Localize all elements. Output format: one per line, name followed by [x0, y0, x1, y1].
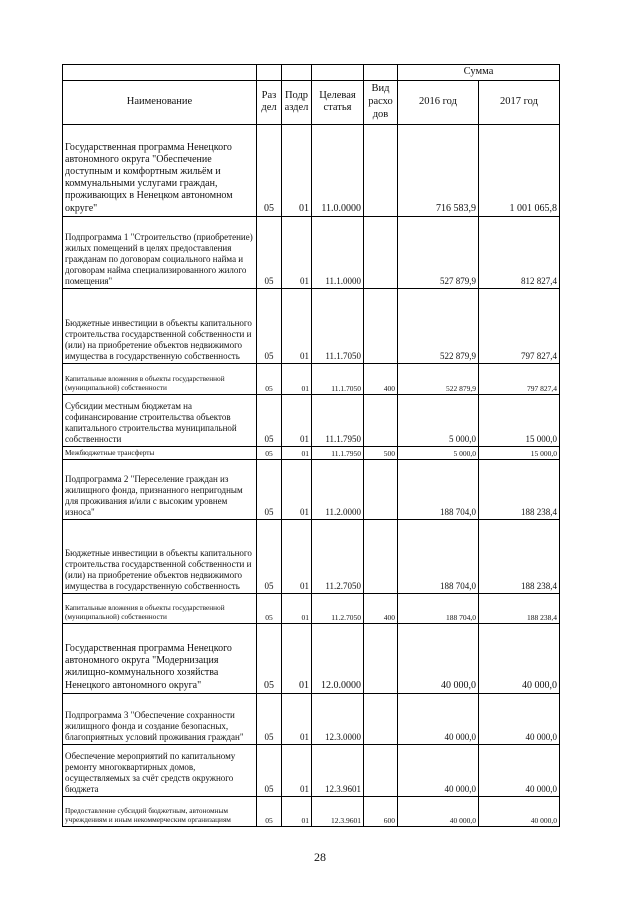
table-row — [63, 796, 560, 826]
row-sum-2016: 716 583,9 — [398, 124, 479, 216]
row-sum-2017: 15 000,0 — [479, 394, 560, 446]
row-sum-2017: 797 827,4 — [479, 363, 560, 394]
row-sum-2017: 188 238,4 — [479, 519, 560, 593]
row-razdel: 05 — [257, 623, 282, 693]
row-razdel: 05 — [257, 124, 282, 216]
row-name: Бюджетные инвестиции в объекты капитального строительства государственной собственности и (или) на приобретение объектов недвижимого имущества в государственную собственность — [63, 288, 257, 363]
row-razdel: 05 — [257, 693, 282, 744]
header-sum: Сумма — [398, 65, 560, 81]
row-name: Государственная программа Ненецкого автономного округа "Обеспечение доступным и комфортным жильём и коммунальными услугами граждан, проживающих в Ненецком автономном округе" — [63, 124, 257, 216]
table-row — [63, 363, 560, 394]
table-body — [63, 124, 560, 826]
row-vid — [364, 623, 398, 693]
row-target: 11.1.7950 — [312, 394, 364, 446]
row-sum-2017: 15 000,0 — [479, 446, 560, 459]
table-row — [63, 216, 560, 288]
table-row — [63, 593, 560, 623]
row-sum-2017: 40 000,0 — [479, 693, 560, 744]
row-sum-2016: 5 000,0 — [398, 446, 479, 459]
row-vid — [364, 124, 398, 216]
row-vid — [364, 519, 398, 593]
row-target: 12.0.0000 — [312, 623, 364, 693]
row-vid — [364, 744, 398, 796]
table-row — [63, 446, 560, 459]
row-target: 11.1.7050 — [312, 363, 364, 394]
header-2017: 2017 год — [479, 80, 560, 124]
row-vid: 600 — [364, 796, 398, 826]
row-sum-2016: 522 879,9 — [398, 288, 479, 363]
row-vid: 400 — [364, 593, 398, 623]
row-razdel: 05 — [257, 394, 282, 446]
row-name: Предоставление субсидий бюджетным, автономным учреждениям и иным некоммерческим организациям — [63, 796, 257, 826]
row-vid — [364, 216, 398, 288]
row-vid — [364, 459, 398, 519]
budget-table — [62, 64, 560, 827]
row-sum-2017: 812 827,4 — [479, 216, 560, 288]
table-row — [63, 623, 560, 693]
row-target: 11.2.7050 — [312, 593, 364, 623]
row-name: Подпрограмма 3 "Обеспечение сохранности жилищного фонда и создание безопасных, благоприятных условий проживания граждан" — [63, 693, 257, 744]
header-2016: 2016 год — [398, 80, 479, 124]
row-razdel: 05 — [257, 363, 282, 394]
row-podrazdel: 01 — [282, 593, 312, 623]
row-podrazdel: 01 — [282, 124, 312, 216]
row-razdel: 05 — [257, 519, 282, 593]
row-podrazdel: 01 — [282, 459, 312, 519]
row-podrazdel: 01 — [282, 744, 312, 796]
row-podrazdel: 01 — [282, 519, 312, 593]
row-sum-2017: 40 000,0 — [479, 744, 560, 796]
row-podrazdel: 01 — [282, 693, 312, 744]
row-vid: 500 — [364, 446, 398, 459]
row-sum-2016: 40 000,0 — [398, 796, 479, 826]
row-razdel: 05 — [257, 216, 282, 288]
row-razdel: 05 — [257, 459, 282, 519]
row-vid — [364, 394, 398, 446]
row-target: 12.3.9601 — [312, 796, 364, 826]
row-razdel: 05 — [257, 446, 282, 459]
row-podrazdel: 01 — [282, 394, 312, 446]
header-name: Наименование — [63, 80, 257, 124]
row-sum-2017: 188 238,4 — [479, 459, 560, 519]
table-row — [63, 519, 560, 593]
row-name: Подпрограмма 2 "Переселение граждан из жилищного фонда, признанного непригодным для проживания и/или с высоким уровнем износа" — [63, 459, 257, 519]
table-row — [63, 459, 560, 519]
table-row — [63, 288, 560, 363]
row-target: 11.2.0000 — [312, 459, 364, 519]
row-sum-2016: 40 000,0 — [398, 744, 479, 796]
row-sum-2017: 1 001 065,8 — [479, 124, 560, 216]
header-podrazdel: Подр аздел — [282, 80, 312, 124]
table-header — [63, 65, 560, 125]
table-row — [63, 693, 560, 744]
row-target: 11.1.0000 — [312, 216, 364, 288]
row-name: Бюджетные инвестиции в объекты капитального строительства государственной собственности и (или) на приобретение объектов недвижимого имущества в государственную собственность — [63, 519, 257, 593]
header-vid: Вид расхо дов — [364, 80, 398, 124]
row-target: 12.3.0000 — [312, 693, 364, 744]
row-sum-2016: 40 000,0 — [398, 623, 479, 693]
page-number: 28 — [314, 850, 326, 864]
row-sum-2016: 188 704,0 — [398, 519, 479, 593]
row-sum-2016: 527 879,9 — [398, 216, 479, 288]
row-name: Межбюджетные трансферты — [63, 446, 257, 459]
row-sum-2016: 5 000,0 — [398, 394, 479, 446]
row-razdel: 05 — [257, 288, 282, 363]
table-row — [63, 394, 560, 446]
row-podrazdel: 01 — [282, 796, 312, 826]
row-name: Субсидии местным бюджетам на софинансирование строительства объектов капитального строительства муниципальной собственности — [63, 394, 257, 446]
header-razdel: Раз дел — [257, 80, 282, 124]
row-razdel: 05 — [257, 593, 282, 623]
table-row — [63, 744, 560, 796]
row-podrazdel: 01 — [282, 288, 312, 363]
row-sum-2017: 797 827,4 — [479, 288, 560, 363]
row-vid: 400 — [364, 363, 398, 394]
row-name: Подпрограмма 1 "Строительство (приобретение) жилых помещений в целях предоставления гражданам по договорам социального найма и договорам найма специализированного жилого помещения" — [63, 216, 257, 288]
row-sum-2016: 188 704,0 — [398, 593, 479, 623]
row-sum-2016: 522 879,9 — [398, 363, 479, 394]
row-target: 11.1.7950 — [312, 446, 364, 459]
table-row — [63, 124, 560, 216]
row-sum-2016: 188 704,0 — [398, 459, 479, 519]
row-target: 12.3.9601 — [312, 744, 364, 796]
row-razdel: 05 — [257, 796, 282, 826]
row-name: Государственная программа Ненецкого автономного округа "Модернизация жилищно-коммунального хозяйства Ненецкого автономного округа" — [63, 623, 257, 693]
row-name: Капитальные вложения в объекты государственной (муниципальной) собственности — [63, 593, 257, 623]
row-vid — [364, 693, 398, 744]
row-sum-2017: 40 000,0 — [479, 796, 560, 826]
row-razdel: 05 — [257, 744, 282, 796]
header-target: Целевая статья — [312, 80, 364, 124]
row-name: Обеспечение мероприятий по капитальному ремонту многоквартирных домов, осуществляемых за счёт средств окружного бюджета — [63, 744, 257, 796]
row-podrazdel: 01 — [282, 363, 312, 394]
row-sum-2017: 188 238,4 — [479, 593, 560, 623]
row-name: Капитальные вложения в объекты государственной (муниципальной) собственности — [63, 363, 257, 394]
row-target: 11.2.7050 — [312, 519, 364, 593]
row-vid — [364, 288, 398, 363]
row-target: 11.0.0000 — [312, 124, 364, 216]
row-sum-2016: 40 000,0 — [398, 693, 479, 744]
row-target: 11.1.7050 — [312, 288, 364, 363]
row-podrazdel: 01 — [282, 446, 312, 459]
row-sum-2017: 40 000,0 — [479, 623, 560, 693]
row-podrazdel: 01 — [282, 623, 312, 693]
row-podrazdel: 01 — [282, 216, 312, 288]
